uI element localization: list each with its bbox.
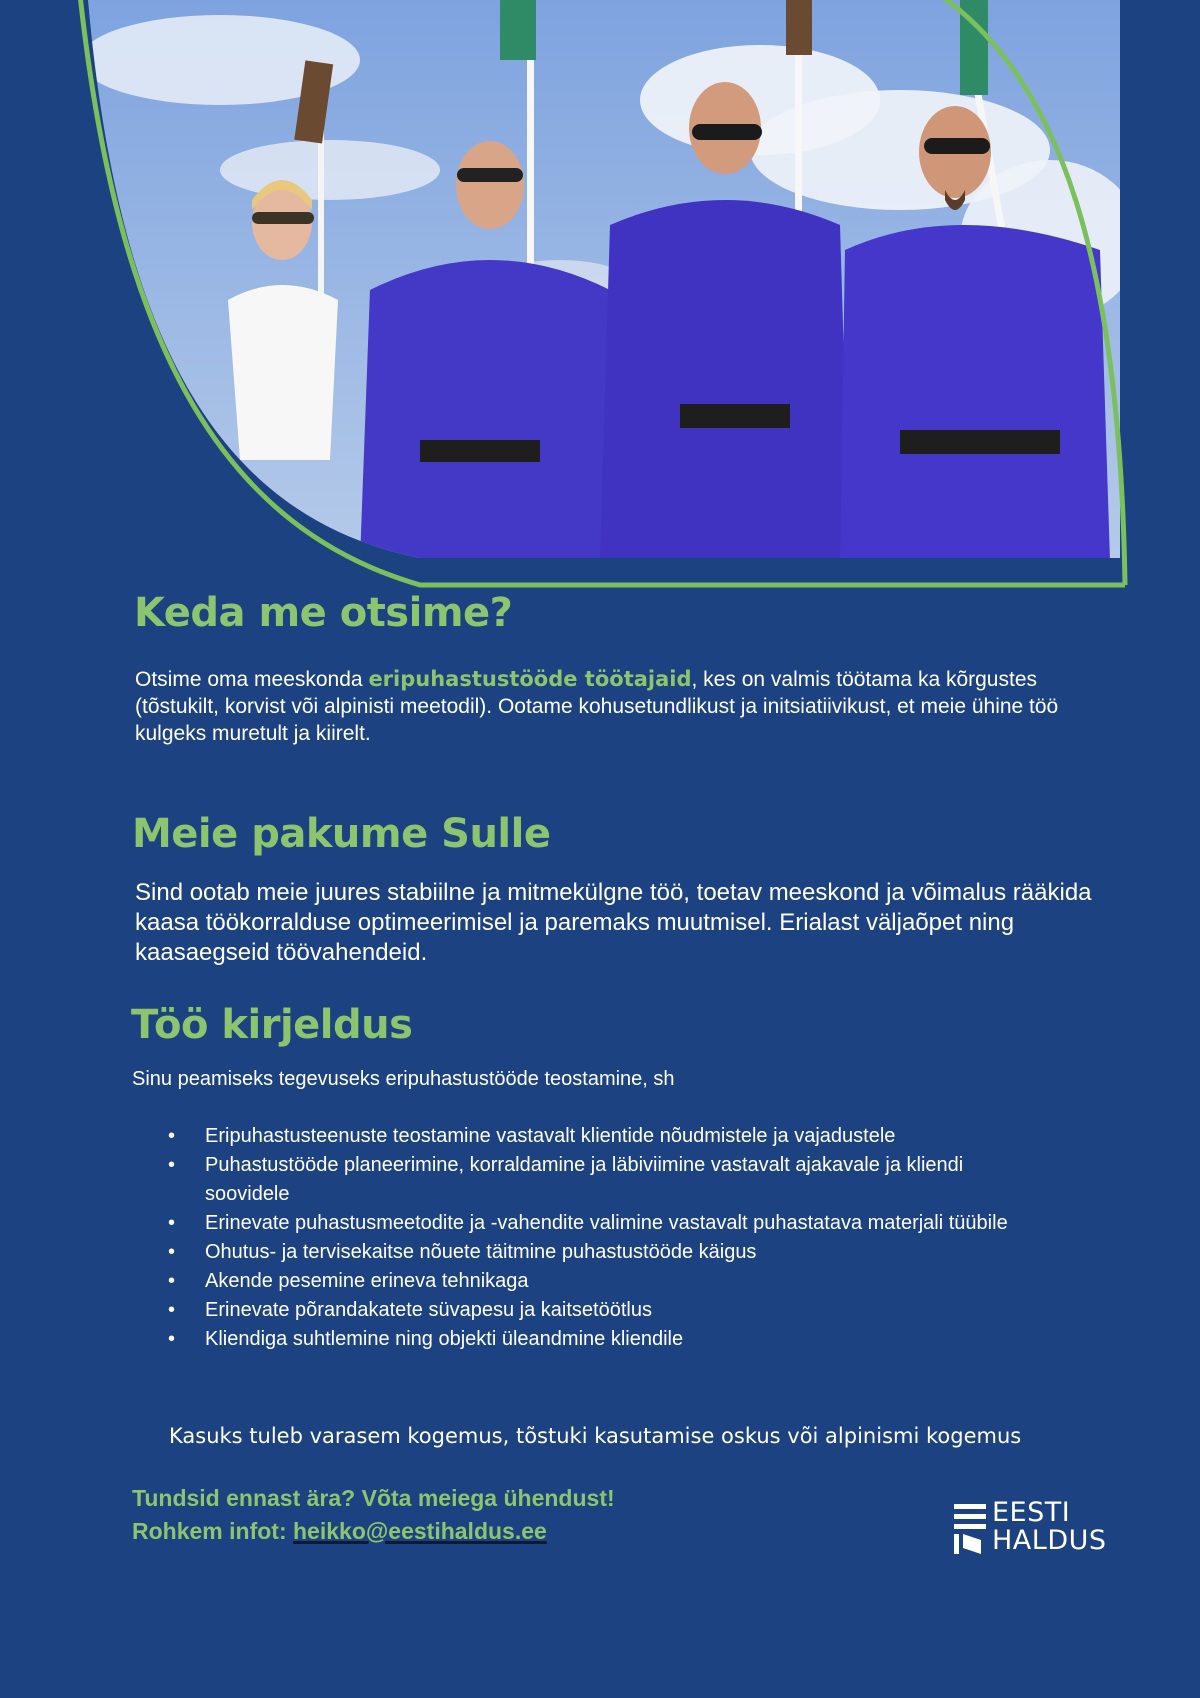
contact-info <box>132 1515 615 1548</box>
who-text-before: Otsime oma meeskonda <box>135 668 369 691</box>
logo-line-2: HALDUS <box>992 1525 1107 1556</box>
list-item <box>132 1296 1032 1325</box>
task-text: Eripuhastusteenuste teostamine vastavalt klientide nõudmistele ja vajadustele <box>205 1125 896 1147</box>
we-offer-text: Sind ootab meie juures stabiilne ja mitmekülgne töö, toetav meeskond ja võimalus rääkida kaasa töökorralduse optimeerimisel ja paremaks muutmisel. Erialast väljaõpet ning kaasaegseid töövahendeid. <box>135 879 1092 966</box>
heading-who-we-seek: Keda me otsime? <box>134 590 513 636</box>
contact-label: Rohkem infot: <box>132 1518 293 1544</box>
list-item <box>132 1122 1032 1151</box>
bullet-icon: • <box>168 1299 176 1321</box>
task-text: Erinevate puhastusmeetodite ja -vahendite valimine vastavalt puhastatava materjali tüübile <box>205 1212 1008 1234</box>
list-item <box>132 1267 1032 1296</box>
header-photo <box>0 0 1200 600</box>
logo-line-1: EESTI <box>992 1497 1071 1528</box>
bullet-icon: • <box>168 1212 176 1234</box>
bullet-icon: • <box>168 1328 176 1350</box>
who-text-after: , kes on valmis töötama ka kõrgustes (tõstukilt, korvist või alpinisti meetodil). Ootame kohusetundlikust ja initsiatiivikust, et meie ühine töö kulgeks muretult ja kiirelt. <box>135 668 1059 745</box>
bullet-icon: • <box>168 1125 176 1147</box>
contact-block <box>132 1482 615 1548</box>
list-item <box>132 1209 1032 1238</box>
job-intro-text: Sinu peamiseks tegevuseks eripuhastustööde teostamine, sh <box>132 1068 675 1090</box>
who-we-seek-text <box>135 666 1095 747</box>
bullet-icon: • <box>168 1154 176 1176</box>
list-item <box>132 1325 1032 1354</box>
contact-line: Tundsid ennast ära? Võta meiega ühendust! <box>132 1485 615 1511</box>
task-text: Ohutus- ja tervisekaitse nõuete täitmine puhastustööde käigus <box>205 1241 757 1263</box>
task-list <box>132 1122 1032 1354</box>
task-text: Puhastustööde planeerimine, korraldamine ja läbiviimine vastavalt ajakavale ja kliendi soovidele <box>205 1154 964 1205</box>
who-highlight: eripuhastustööde töötajaid <box>368 667 692 691</box>
list-item <box>132 1238 1032 1267</box>
logo-text <box>992 1499 1107 1555</box>
bullet-icon: • <box>168 1241 176 1263</box>
heading-we-offer: Meie pakume Sulle <box>132 811 551 857</box>
eesti-haldus-logo <box>954 1498 1124 1556</box>
bullet-icon: • <box>168 1270 176 1292</box>
list-item <box>132 1151 1032 1209</box>
task-text: Akende pesemine erineva tehnikaga <box>205 1270 529 1292</box>
task-text: Erinevate põrandakatete süvapesu ja kaitsetöötlus <box>205 1299 652 1321</box>
logo-mark-icon <box>954 1500 986 1554</box>
bonus-text: Kasuks tuleb varasem kogemus, tõstuki kasutamise oskus või alpinismi kogemus <box>169 1424 1022 1448</box>
heading-job-description: Töö kirjeldus <box>131 1002 413 1048</box>
email-link[interactable]: heikko@eestihaldus.ee <box>293 1518 547 1544</box>
task-text: Kliendiga suhtlemine ning objekti üleandmine kliendile <box>205 1328 684 1350</box>
